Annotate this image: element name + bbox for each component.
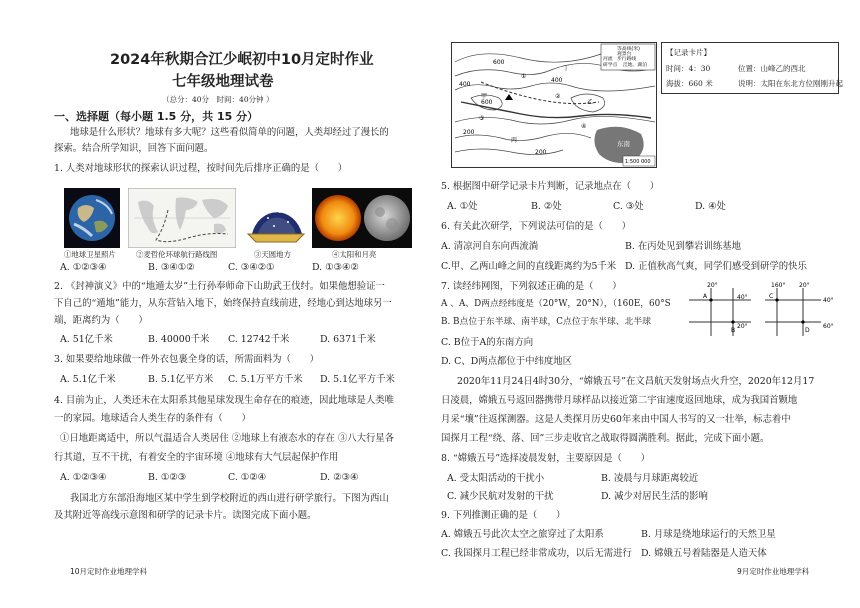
contour-label: 600 [493,59,505,66]
option-b[interactable]: B. 月球是绕地球运行的天然卫星 [641,529,776,540]
point-a-label: A [703,293,708,300]
contour-label: 400 [459,81,471,88]
option-b[interactable]: B. ①②③ [148,472,187,483]
card-time: 时间：4：30 [666,64,711,73]
q7-stem: 7. 读经纬网图，下列叙述正确的是（ ） [441,281,622,292]
contour-label: 600 [481,99,493,106]
option-a[interactable]: A. ①②③④ [60,262,107,273]
contour-label: 200 [535,149,547,156]
grid-label: 160° [771,282,786,289]
option-c[interactable]: C. ③④②① [228,262,275,273]
q4-stem: 一的家园。地球适合人类生存的条件有（ ） [54,413,251,424]
image-caption: ④太阳和月亮 [332,250,377,259]
q9-stem: 9. 下列推测正确的是（ ） [441,510,566,521]
round-sky-square-earth [246,188,306,248]
footer-left: 10月定时作业地理学科 [70,567,148,576]
point-label: ② [555,93,561,100]
card-title: 【记录卡片】 [666,48,711,57]
option-a[interactable]: A. 5.1亿千米 [60,374,116,385]
image-caption: ②麦哲伦环球航行路线图 [136,250,218,259]
intro-line: 探索。结合所学知识，回答下面问题。 [54,143,214,154]
graticule-grid-1 [685,282,755,338]
passage-line: 日凌晨，嫦娥五号返回器携带月球样品以接近第二宇宙速度返回地球，成为我国首颗地 [441,395,798,406]
legend-item: 观景台 [617,52,632,57]
option-d[interactable]: D. 正值秋高气爽，同学们感受到研学的快乐 [625,261,807,272]
passage-line: 2020年11月24日4时30分，“嫦娥五号”在文昌航天发射场点火升空，2020年12月17 [457,376,815,387]
option-d[interactable]: D. 6371千米 [320,334,376,345]
option-c[interactable]: C. ③处 [613,201,644,212]
peak-label: 丁 [563,65,570,72]
passage-line: 及其附近等高线示意图和研学的记录卡片。读图完成下面小题。 [54,510,317,521]
q2-stem: 2. 《封神演义》中的“地遁太岁”土行孙奉师命下山助武王伐纣。如果他想验证一 [54,281,385,292]
option-b[interactable]: B. 凌晨与月球距离较近 [601,473,699,484]
card-note: 说明：太阳在东北方位刚刚升起 [738,79,843,88]
footer-right: 9月定时作业地理学科 [737,567,810,576]
q2-stem: 端，距离约为（ ） [54,315,148,326]
point-b-label: B [731,327,736,334]
option-b[interactable]: B. 40000千米 [148,334,210,345]
lake-label: 东南 [617,140,630,148]
q1-stem: 1. 人类对地球形状的探索认识过程，按时间先后排序正确的是（ ） [54,163,348,174]
graticule-grid-2 [763,282,835,338]
option-c[interactable]: C. 我国探月工程已经非常成功，以后无需进行 [441,548,632,559]
option-d[interactable]: D. 减少对居民生活的影响 [601,491,708,502]
option-b[interactable]: B. 在丙处见到攀岩训练基地 [625,241,741,252]
option-b[interactable]: B. ②处 [531,201,562,212]
passage-line: 我国北方东部沿海地区某中学生到学校附近的西山进行研学旅行。下图为西山 [70,493,389,504]
q2-stem: 下自己的“遁地”能力，从东营钻入地下，始终保持直线前进，经地心到达地球另一 [54,298,392,309]
grid-label: 40° [823,297,834,304]
q4-statements: 行其道，互不干扰，有着安全的宇宙环境 ④地球有大气层起保护作用 [54,452,339,463]
card-altitude: 海拔：660 米 [666,79,713,88]
earth-satellite-photo [64,188,120,248]
option-c[interactable]: C. 5.1万平方千米 [228,374,303,385]
option-a[interactable]: A. ①②③④ [60,472,107,483]
legend-item: 研学点 [603,63,618,68]
peak-label: 乙 [587,99,594,106]
contour-map [451,42,657,168]
option-a[interactable]: A. 51亿千米 [60,334,113,345]
option-d[interactable]: D. ②③④ [320,472,359,483]
q4-stem: 4. 目前为止，人类还未在太阳系其他星球发现生命存在的痕迹，因此地球是人类唯 [54,395,395,406]
section-heading: 一、选择题（每小题 1.5 分，共 15 分） [54,110,259,123]
option-a[interactable]: A. 嫦娥五号此次太空之旅穿过了太阳系 [441,529,604,540]
map-scale: 1:500 000 [625,159,651,165]
option-d[interactable]: D. ④处 [695,201,726,212]
exam-subtitle: 七年级地理试卷 [172,74,274,90]
option-d[interactable]: D. 5.1亿平方千米 [320,374,395,385]
option-b[interactable]: B. ③④①② [148,262,195,273]
option-c[interactable]: C. ①②④ [228,472,267,483]
option-d[interactable]: D. ①③④② [312,262,359,273]
grid-label: 40° [737,294,748,301]
option-b[interactable]: B. B点位于东半球、南半球，C点位于东半球、北半球 [441,317,651,327]
peak-label: 甲 [481,93,488,100]
grid-label: 20° [707,282,718,289]
option-c[interactable]: C. B位于A的东南方向 [441,337,534,348]
option-a[interactable]: A. 清凉河自东向西流淌 [441,241,539,252]
passage-line: 国探月工程“绕、落、回”三步走收官之战取得圆满胜利。据此，完成下面小题。 [441,433,770,444]
image-caption: ①地球卫星照片 [64,250,116,259]
option-d[interactable]: D. 嫦娥五号着陆器是人造天体 [641,548,767,559]
intro-line: 地球是什么形状？地球有多大呢？这些看似简单的问题，人类却经过了漫长的 [70,127,389,138]
contour-label: 200 [463,129,475,136]
point-label: ④ [581,123,587,130]
image-caption: ③天圆地方 [254,250,291,259]
legend-item: 步行路线 [617,57,637,62]
option-c[interactable]: C. 12742千米 [228,334,290,345]
legend-item: 洼地、湖泊 [623,63,647,68]
option-c[interactable]: C. 减少民航对发射的干扰 [447,491,554,502]
option-c[interactable]: C.甲、乙两山峰之间的直线距离约为5千米 [441,261,617,272]
q8-stem: 8. “嫦娥五号”选择凌晨发射，主要原因是（ ） [441,453,651,464]
point-label: ③ [479,115,485,122]
exam-meta: （总分：40分 时间：40分钟 ） [162,95,274,104]
q5-stem: 5. 根据图中研学记录卡片判断，记录地点在（ ） [441,181,660,192]
contour-label: 400 [551,77,563,84]
legend-item: 等高线(米) [617,47,640,52]
option-a[interactable]: A. ①处 [447,201,478,212]
legend-item: 河流 [603,57,613,62]
grid-label: 60° [823,323,834,330]
magellan-route-map [128,188,236,248]
option-a[interactable]: A 、A、D两点经纬度是（20°W，20°N），（160E，60°S [441,299,671,309]
grid-label: 20° [799,282,810,289]
peak-label: 丙 [511,137,518,144]
point-c-label: C [769,293,774,300]
passage-line: 月采“壤”往返探测器。这是人类探月历史60年来由中国人书写的又一壮举，标志着中 [441,414,791,425]
point-label: ① [521,73,527,80]
option-d[interactable]: D. C、D两点都位于中纬度地区 [441,356,572,367]
option-a[interactable]: A. 受太阳活动的干扰小 [447,473,545,484]
record-card [661,42,843,94]
q4-statements: ①日地距离适中，所以气温适合人类居住 ②地球上有液态水的存在 ③八大行星各 [60,433,395,444]
point-d-label: D [805,327,810,334]
exam-title: 2024年秋期合江少岷初中10月定时作业 [110,52,374,68]
option-b[interactable]: B. 5.1亿平方米 [148,374,214,385]
sun-and-moon-photo [312,188,412,248]
q6-stem: 6. 有关此次研学，下列说法可信的是（ ） [441,221,632,232]
card-position: 位置：山峰乙的西北 [738,64,806,73]
grid-label: 20° [737,323,748,330]
q3-stem: 3. 如果要给地球做一件外衣包裹全身的话，所需面料为（ ） [54,354,320,365]
